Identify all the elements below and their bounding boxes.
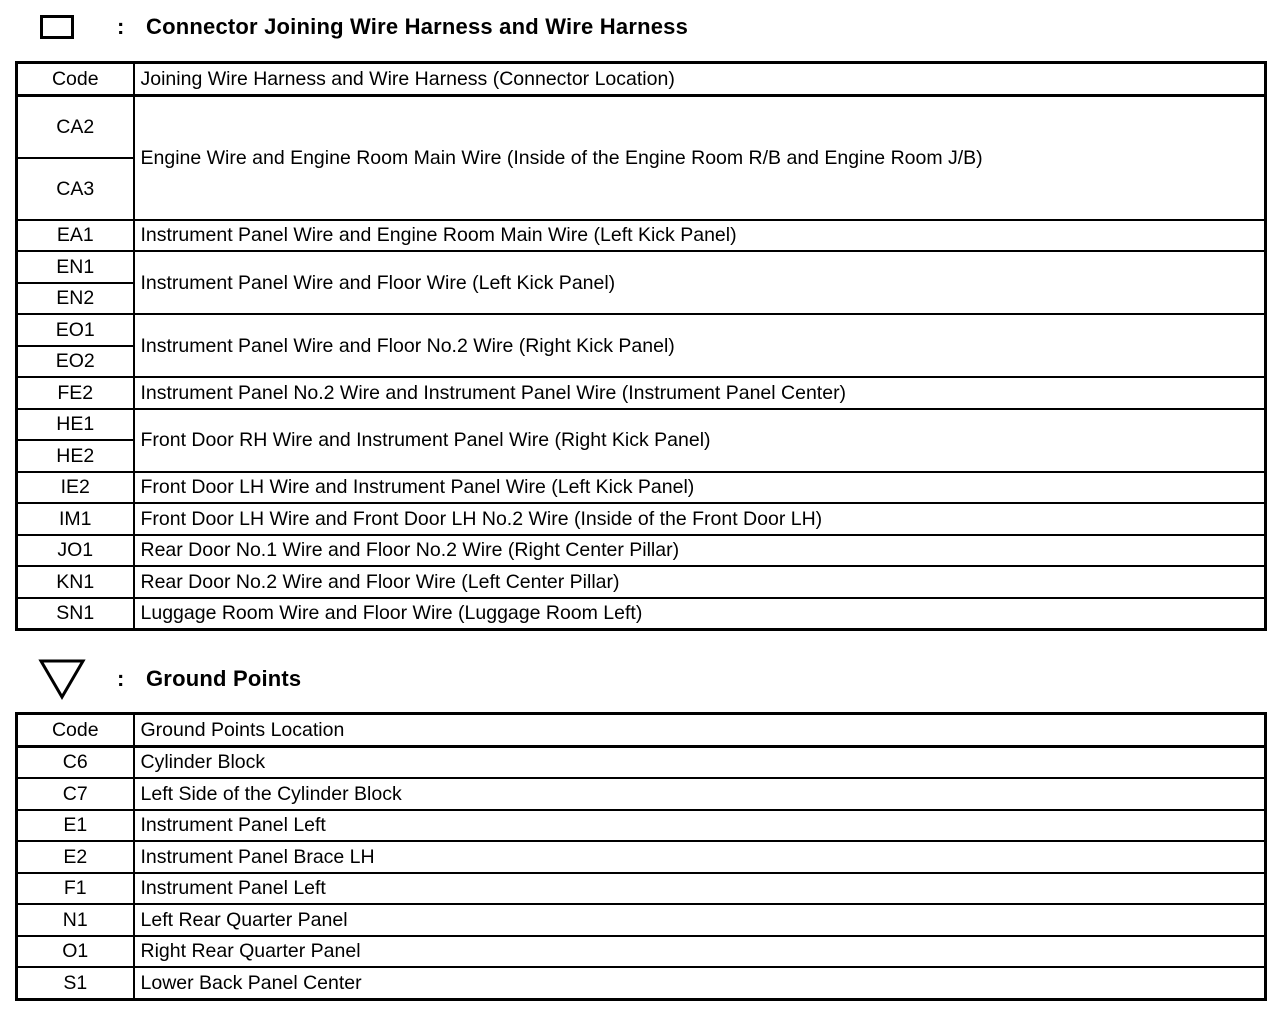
- location-cell: Lower Back Panel Center: [134, 967, 1266, 999]
- table-row: [17, 566, 1266, 598]
- table-row: [17, 377, 1266, 409]
- code-cell: N1: [17, 904, 134, 936]
- code-cell: F1: [17, 873, 134, 905]
- ground-table: [15, 712, 1267, 1001]
- ground-section-title: Ground Points: [146, 666, 302, 691]
- location-cell: Instrument Panel Wire and Floor No.2 Wire (Right Kick Panel): [134, 314, 1266, 377]
- code-cell: CA3: [17, 158, 134, 220]
- location-cell: Front Door LH Wire and Front Door LH No.2 Wire (Inside of the Front Door LH): [134, 503, 1266, 535]
- location-cell: Luggage Room Wire and Floor Wire (Luggage Room Left): [134, 598, 1266, 630]
- location-cell: Front Door LH Wire and Instrument Panel Wire (Left Kick Panel): [134, 472, 1266, 504]
- location-cell: Rear Door No.2 Wire and Floor Wire (Left Center Pillar): [134, 566, 1266, 598]
- connector-table: [15, 61, 1267, 631]
- table-row: [17, 314, 1266, 346]
- code-cell: FE2: [17, 377, 134, 409]
- table-row: [17, 535, 1266, 567]
- code-cell: C6: [17, 746, 134, 778]
- connector-box-icon: [40, 15, 74, 39]
- location-column-header: Ground Points Location: [134, 714, 1266, 747]
- ground-triangle-icon: [38, 658, 86, 700]
- location-cell: Instrument Panel No.2 Wire and Instrument Panel Wire (Instrument Panel Center): [134, 377, 1266, 409]
- table-row: [17, 873, 1266, 905]
- code-cell: EA1: [17, 220, 134, 252]
- code-cell: O1: [17, 936, 134, 968]
- connector-colon: :: [117, 14, 125, 39]
- code-cell: CA2: [17, 95, 134, 158]
- location-cell: Instrument Panel Wire and Floor Wire (Left Kick Panel): [134, 251, 1266, 314]
- code-cell: JO1: [17, 535, 134, 567]
- code-cell: IM1: [17, 503, 134, 535]
- code-cell: HE2: [17, 440, 134, 472]
- location-cell: Instrument Panel Left: [134, 873, 1266, 905]
- ground-colon: :: [117, 666, 125, 691]
- code-cell: C7: [17, 778, 134, 810]
- location-cell: Cylinder Block: [134, 746, 1266, 778]
- code-cell: EO1: [17, 314, 134, 346]
- table-row: [17, 251, 1266, 283]
- table-row: [17, 967, 1266, 999]
- code-cell: E2: [17, 841, 134, 873]
- code-cell: SN1: [17, 598, 134, 630]
- code-column-header: Code: [17, 714, 134, 747]
- code-cell: EO2: [17, 346, 134, 378]
- grounds-table-header: [17, 714, 1266, 747]
- location-cell: Left Rear Quarter Panel: [134, 904, 1266, 936]
- location-column-header: Joining Wire Harness and Wire Harness (Connector Location): [134, 63, 1266, 96]
- code-cell: HE1: [17, 409, 134, 441]
- connectors-table-header: [17, 63, 1266, 96]
- location-cell: Front Door RH Wire and Instrument Panel Wire (Right Kick Panel): [134, 409, 1266, 472]
- table-row: [17, 598, 1266, 630]
- location-cell: Right Rear Quarter Panel: [134, 936, 1266, 968]
- table-row: [17, 746, 1266, 778]
- table-row: [17, 472, 1266, 504]
- code-cell: EN2: [17, 283, 134, 315]
- code-cell: KN1: [17, 566, 134, 598]
- code-cell: S1: [17, 967, 134, 999]
- table-row: [17, 810, 1266, 842]
- location-cell: Instrument Panel Wire and Engine Room Main Wire (Left Kick Panel): [134, 220, 1266, 252]
- location-cell: Engine Wire and Engine Room Main Wire (Inside of the Engine Room R/B and Engine Room J/B): [134, 95, 1266, 220]
- table-row: [17, 904, 1266, 936]
- code-cell: IE2: [17, 472, 134, 504]
- table-row: [17, 95, 1266, 158]
- table-row: [17, 409, 1266, 441]
- connector-section-title: Connector Joining Wire Harness and Wire Harness: [146, 14, 689, 39]
- connector-section-header: [0, 0, 1280, 40]
- code-cell: E1: [17, 810, 134, 842]
- table-row: [17, 503, 1266, 535]
- table-row: [17, 841, 1266, 873]
- table-row: [17, 936, 1266, 968]
- location-cell: Instrument Panel Left: [134, 810, 1266, 842]
- code-column-header: Code: [17, 63, 134, 96]
- code-cell: EN1: [17, 251, 134, 283]
- location-cell: Rear Door No.1 Wire and Floor No.2 Wire (Right Center Pillar): [134, 535, 1266, 567]
- table-row: [17, 778, 1266, 810]
- table-row: [17, 220, 1266, 252]
- location-cell: Instrument Panel Brace LH: [134, 841, 1266, 873]
- location-cell: Left Side of the Cylinder Block: [134, 778, 1266, 810]
